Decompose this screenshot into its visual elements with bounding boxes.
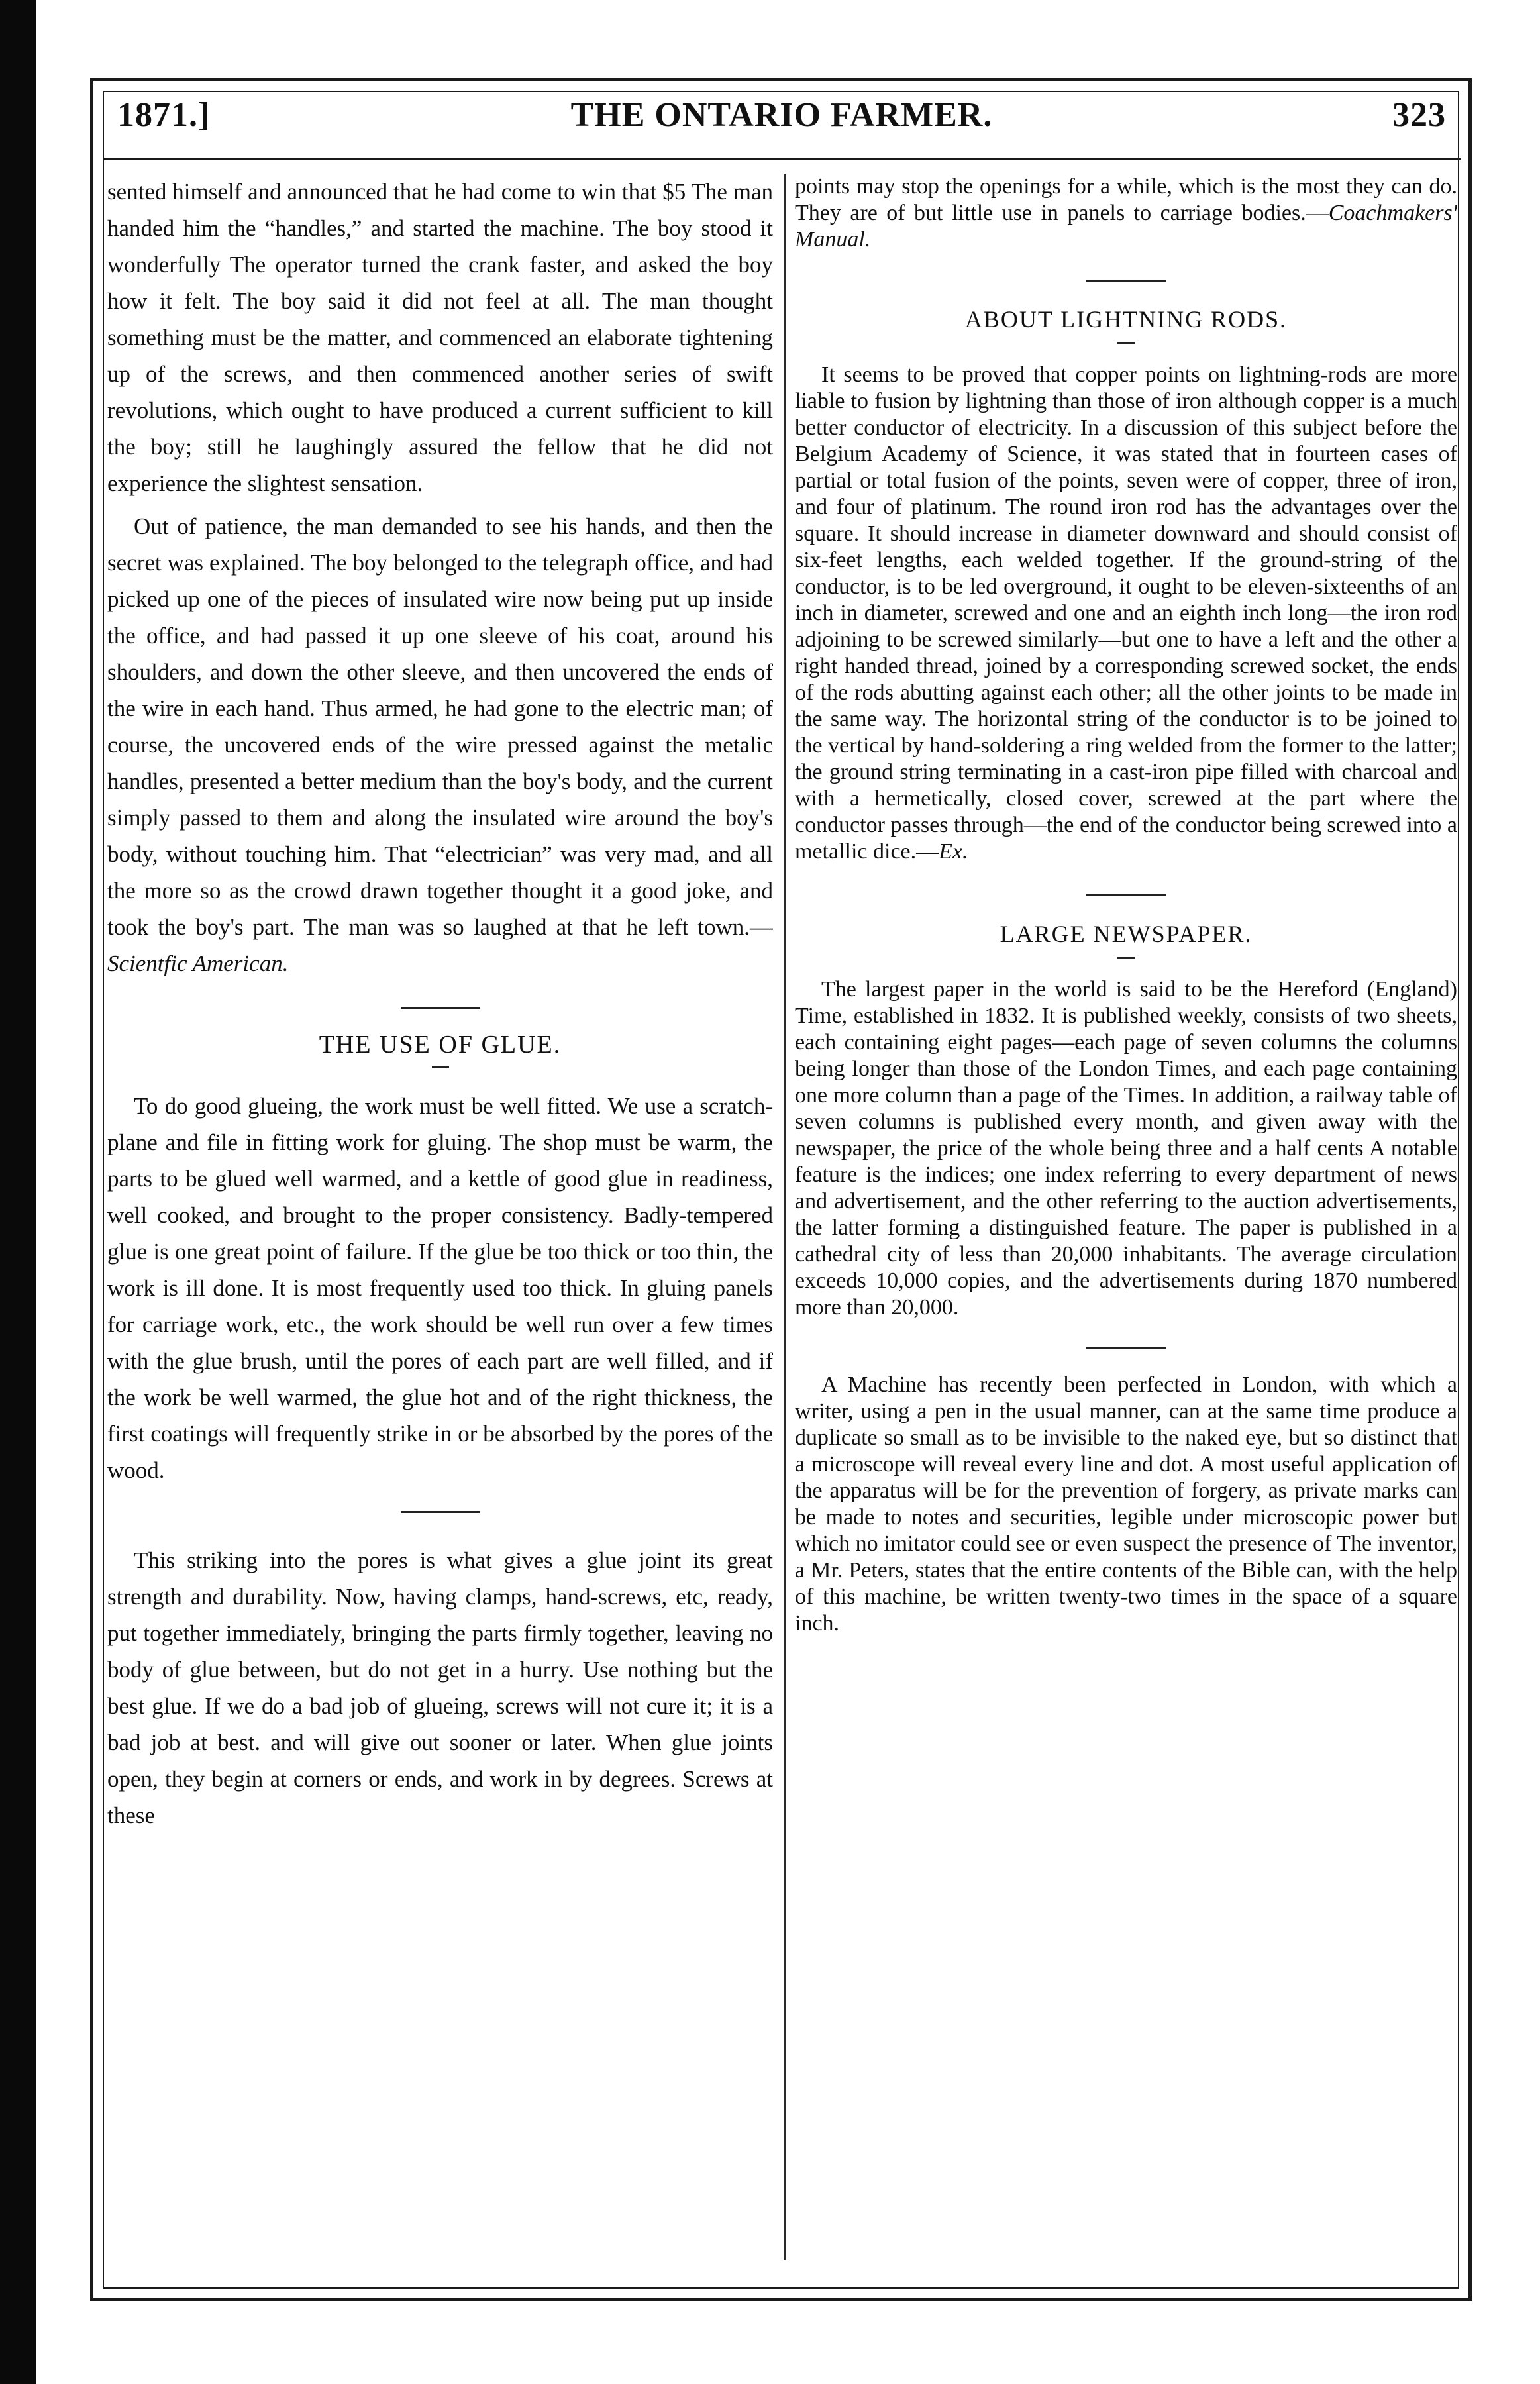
- electric-story-paragraph-1: sented himself and announced that he had come to win that $5 The man handed him the “handles,” and started the machine. The boy stood it wonderfully The operator turned the crank faster, and asked the boy how it felt. The boy said it did not feel at all. The man thought something must be the matter, and commenced an elaborate tightening up of the screws, and then commenced another series of swift revolutions, which ought to have produced a current sufficient to kill the boy; still he laughingly assured the fellow that he did not experience the slightest sensation.: [107, 179, 773, 496]
- running-header: [109, 91, 1454, 158]
- machine-paragraph: A Machine has recently been perfected in London, with which a writer, using a pen in the usual manner, can at the same time produce a duplicate so small as to be invisible to the naked eye, but so distinct that a microscope will reveal every line and dot. A most useful application of the apparatus will be for the prevention of forgery, as private marks can be made to notes and securities, legible under microscopic power but which no imitator could see or even suspect the presence of The inventor, a Mr. Peters, states that the entire contents of the Bible can, with the help of this machine, be written twenty-two times in the space of a square inch.: [795, 1373, 1457, 1635]
- electric-story-source: Scientfic American.: [107, 951, 289, 976]
- column-divider: [784, 174, 786, 2260]
- binding-edge: [0, 0, 36, 2384]
- lightning-heading: ABOUT LIGHTNING RODS.: [964, 306, 1288, 333]
- section-separator: [1086, 894, 1166, 896]
- header-year: 1871.]: [117, 96, 211, 134]
- section-separator: [1086, 280, 1166, 282]
- lightning-source: Ex.: [939, 839, 968, 864]
- glue-paragraph-1: To do good glueing, the work must be well fitted. We use a scratch-plane and file in fitting work for gluing. The shop must be warm, the parts to be glued well warmed, and a kettle of good glue in readiness, well cooked, and brought to the proper consistency. Badly-tempered glue is one great point of failure. If the glue be too thick or too thin, the work is ill done. It is most frequently used too thick. In gluing panels for carriage work, etc., the work should be well run over a few times with the glue brush, until the pores of each part are well filled, and if the work be well warmed, the glue hot and of the right thickness, the first coatings will frequently strike in or be absorbed by the pores of the wood.: [107, 1093, 773, 1483]
- lightning-text: It seems to be proved that copper points on lightning-rods are more liable to fusion by lightning than those of iron although copper is a much better conductor of electricity. In a discussion of this subject before the Belgium Academy of Science, it was stated that in fourteen cases of partial or total fusion of the points, seven were of copper, three of iron, and four of platinum. The round iron rod has the advantages over the square. It should increase in diameter downward and should consist of six-feet lengths, each welded together. If the ground-string of the conductor, is to be led overground, it ought to be eleven-sixteenths of an inch in diameter, screwed and one and an eighth inch long—the iron rod adjoining to be screwed similarly—but one to have a left and the other a right handed thread, joined by a corresponding screwed socket, the ends of the rods abutting against each other; all the other joints to be made in the same way. The horizontal string of the conductor is to be joined to the vertical by hand-soldering a ring welded from the former to the latter; the ground string terminating in a cast-iron pipe filled with charcoal and with a hermetically, closed cover, screwed at the part where the conductor passes through—the end of the conductor being screwed into a metallic dice.—: [795, 362, 1457, 864]
- header-rule: [103, 158, 1461, 160]
- left-column: [107, 174, 773, 2260]
- glue-heading: THE USE OF GLUE.: [319, 1031, 562, 1059]
- section-separator: [401, 1511, 480, 1513]
- electric-story-paragraph-2: [107, 508, 773, 982]
- glue-paragraph-2: This striking into the pores is what gives a glue joint its great strength and durability. Now, having clamps, hand-screws, etc, ready, put together immediately, bringing the parts firmly together, leaving no body of glue between, but do not get in a hurry. Use nothing but the best glue. If we do a bad job of glueing, screws will not cure it; it is a bad job at best. and will give out sooner or later. When glue joints open, they begin at corners or ends, and work in by degrees. Screws at these: [107, 1547, 773, 1828]
- right-column: [795, 174, 1457, 2260]
- section-separator: [401, 1007, 480, 1009]
- lightning-paragraph: [795, 362, 1457, 865]
- heading-dash: [1117, 957, 1135, 959]
- heading-dash: [432, 1066, 449, 1068]
- newspaper-paragraph: The largest paper in the world is said to be the Hereford (England) Time, established in 1832. It is published weekly, consists of two sheets, each containing eight pages—each page of seven columns the columns being longer than those of the London Times, and each page containing one more column than a page of the Times. In addition, a railway table of seven columns is published every month, and given away with the newspaper, the price of the whole being three and a half cents A notable feature is the indices; one index referring to every department of news and advertisement, and the other referring to the auction advertisements, the latter forming a distinguished feature. The paper is published in a cathedral city of less than 20,000 inhabitants. The average circulation exceeds 10,000 copies, and the advertisements during 1870 numbered more than 20,000.: [795, 977, 1457, 1320]
- newspaper-heading: LARGE NEWSPAPER.: [1000, 921, 1253, 947]
- glue-continuation-paragraph: [795, 174, 1457, 253]
- glue-source: Coachmakers' Manual.: [795, 201, 1457, 252]
- electric-story-paragraph-2-text: Out of patience, the man demanded to see his hands, and then the secret was explained. The boy belonged to the telegraph office, and had picked up one of the pieces of insulated wire now being put up inside the office, and had passed it up one sleeve of his coat, around his shoulders, and down the other sleeve, and then uncovered the ends of the wire in each hand. Thus armed, he had gone to the electric man; of course, the uncovered ends of the wire pressed against the metalic handles, presented a better medium than the boy's body, and the current simply passed to them and along the insulated wire around the boy's body, without touching him. That “electrician” was very mad, and all the more so as the crowd drawn together thought it a good joke, and took the boy's part. The man was so laughed at that he left town.—: [107, 513, 773, 940]
- section-separator: [1086, 1347, 1166, 1349]
- header-title: THE ONTARIO FARMER.: [570, 96, 993, 134]
- header-page-number: 323: [1392, 96, 1446, 134]
- heading-dash: [1117, 342, 1135, 344]
- glue-continuation-text: points may stop the openings for a while, which is the most they can do. They are of but little use in panels to carriage bodies.—: [795, 174, 1457, 225]
